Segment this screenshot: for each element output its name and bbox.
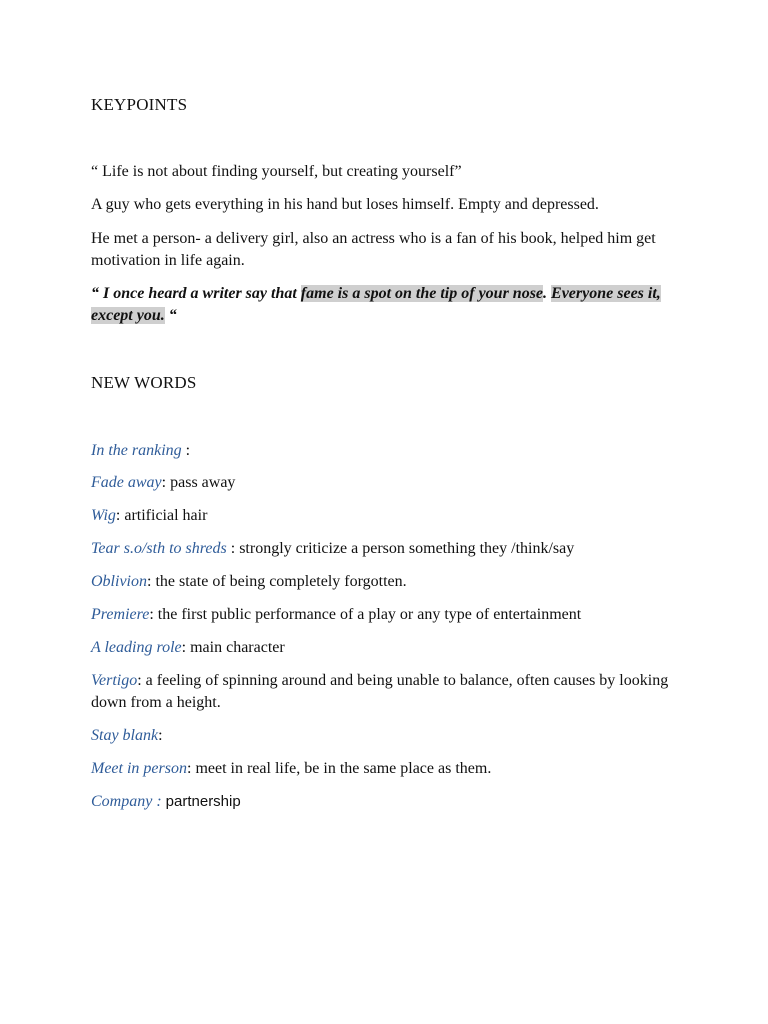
- vocab-definition: partnership: [165, 793, 241, 810]
- vocab-separator: :: [181, 442, 191, 459]
- vocab-entry: [91, 637, 681, 659]
- vocab-entry: [91, 791, 681, 813]
- vocab-separator: :: [115, 507, 125, 524]
- keypoints-heading: KEYPOINTS: [91, 95, 188, 114]
- quote-2-part-1: “ I once heard a writer say that: [91, 285, 301, 302]
- vocab-definition: strongly criticize a person something they /think/say: [239, 540, 575, 557]
- vocab-definition: main character: [190, 639, 285, 656]
- vocab-entry: [91, 505, 681, 527]
- vocab-separator: :: [137, 672, 146, 689]
- vocab-term: Wig: [91, 507, 116, 524]
- vocab-term: Company :: [91, 793, 162, 810]
- vocab-separator: :: [226, 540, 240, 557]
- vocab-entry: [91, 604, 681, 626]
- keypoint-quote-1: “ Life is not about finding yourself, but creating yourself”: [91, 163, 462, 180]
- vocab-entry: [91, 538, 681, 560]
- vocab-term: Tear s.o/sth to shreds: [91, 540, 227, 557]
- vocab-term: In the ranking: [91, 442, 182, 459]
- quote-2-highlight-1: fame is a spot on the tip of your nose: [300, 285, 544, 302]
- quote-2-part-3: .: [543, 285, 552, 302]
- vocab-entry: [91, 758, 681, 780]
- vocab-separator: :: [161, 474, 171, 491]
- vocab-definition: meet in real life, be in the same place as them.: [195, 760, 492, 777]
- vocab-term: Vertigo: [91, 672, 138, 689]
- vocab-entry: [91, 670, 681, 714]
- vocab-entry: [91, 571, 681, 593]
- vocab-definition: the first public performance of a play or any type of entertainment: [157, 606, 582, 623]
- vocab-entry: [91, 472, 681, 494]
- vocab-definition: the state of being completely forgotten.: [155, 573, 407, 590]
- vocab-definition: artificial hair: [124, 507, 208, 524]
- vocab-separator: :: [186, 760, 196, 777]
- keypoint-paragraph-2: He met a person- a delivery girl, also an actress who is a fan of his book, helped him get motivation in life again.: [91, 230, 656, 269]
- vocab-separator: :: [149, 606, 158, 623]
- vocab-term: Oblivion: [91, 573, 147, 590]
- vocab-term: Meet in person: [91, 760, 187, 777]
- keypoint-quote-2: [91, 283, 681, 327]
- vocab-entry: [91, 440, 681, 462]
- vocab-term: Stay blank: [91, 727, 159, 744]
- quote-2-highlight-2: Everyone sees it, except you.: [91, 285, 661, 324]
- new-words-heading: NEW WORDS: [91, 373, 197, 392]
- vocab-term: A leading role: [91, 639, 182, 656]
- vocab-term: Fade away: [91, 474, 162, 491]
- vocab-entry: [91, 725, 681, 747]
- vocab-definition: a feeling of spinning around and being unable to balance, often causes by looking down from a height.: [91, 672, 669, 711]
- vocab-separator: :: [158, 727, 163, 744]
- keypoint-paragraph-1: A guy who gets everything in his hand but loses himself. Empty and depressed.: [91, 196, 599, 213]
- vocab-term: Premiere: [91, 606, 150, 623]
- quote-2-part-5: “: [164, 307, 177, 324]
- vocab-separator: :: [147, 573, 156, 590]
- vocab-separator: :: [181, 639, 191, 656]
- vocab-definition: pass away: [170, 474, 236, 491]
